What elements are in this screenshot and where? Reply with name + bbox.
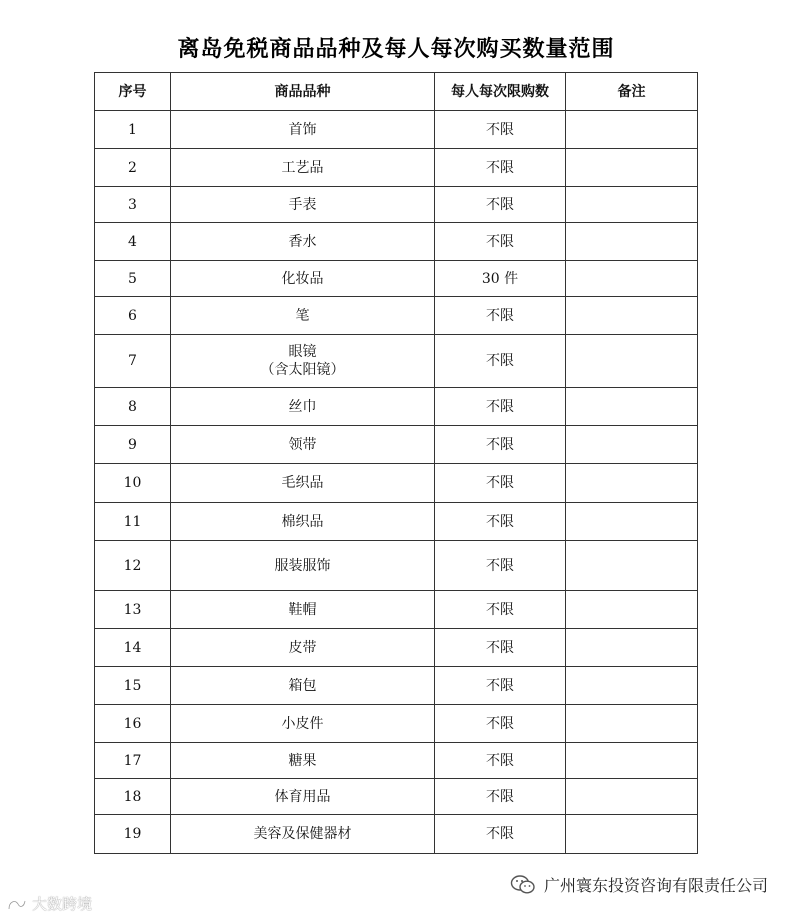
header-limit: 每人每次限购数 — [435, 73, 566, 111]
row-goods-name — [171, 335, 435, 388]
row-note — [566, 667, 698, 705]
header-no: 序号 — [95, 73, 171, 111]
row-note — [566, 743, 698, 779]
row-no: 7 — [95, 335, 171, 388]
row-goods-name — [171, 815, 435, 854]
row-limit: 不限 — [435, 629, 566, 667]
row-limit: 不限 — [435, 223, 566, 261]
goods-name-line: 小皮件 — [281, 715, 324, 732]
goods-name-line: 领带 — [288, 436, 317, 453]
row-limit: 不限 — [435, 743, 566, 779]
goods-table — [94, 72, 698, 854]
goods-name-line: 笔 — [295, 307, 310, 324]
table-row — [95, 541, 698, 591]
table-row — [95, 149, 698, 187]
row-note — [566, 149, 698, 187]
row-note — [566, 297, 698, 335]
row-goods-name — [171, 388, 435, 426]
row-limit: 不限 — [435, 149, 566, 187]
row-no: 8 — [95, 388, 171, 426]
goods-name-line: 体育用品 — [274, 788, 331, 805]
row-limit: 不限 — [435, 297, 566, 335]
row-limit: 不限 — [435, 779, 566, 815]
row-goods-name — [171, 261, 435, 297]
row-limit: 不限 — [435, 388, 566, 426]
row-note — [566, 815, 698, 854]
row-note — [566, 187, 698, 223]
table-row — [95, 388, 698, 426]
table-row — [95, 705, 698, 743]
goods-name-line: 丝巾 — [288, 398, 317, 415]
row-limit: 不限 — [435, 464, 566, 503]
row-note — [566, 541, 698, 591]
row-goods-name — [171, 743, 435, 779]
table-row — [95, 223, 698, 261]
row-note — [566, 261, 698, 297]
row-no: 15 — [95, 667, 171, 705]
row-note — [566, 388, 698, 426]
row-goods-name — [171, 426, 435, 464]
table-header-row — [95, 73, 698, 111]
table-row — [95, 187, 698, 223]
row-no: 1 — [95, 111, 171, 149]
table-row — [95, 779, 698, 815]
row-note — [566, 779, 698, 815]
row-limit: 不限 — [435, 187, 566, 223]
goods-name-line: 箱包 — [288, 677, 317, 694]
row-note — [566, 111, 698, 149]
table-row — [95, 667, 698, 705]
row-note — [566, 591, 698, 629]
row-note — [566, 629, 698, 667]
row-limit: 不限 — [435, 111, 566, 149]
row-goods-name — [171, 779, 435, 815]
table-row — [95, 815, 698, 854]
row-goods-name — [171, 297, 435, 335]
row-goods-name — [171, 629, 435, 667]
document-title: 离岛免税商品品种及每人每次购买数量范围 — [177, 37, 615, 62]
row-note — [566, 335, 698, 388]
row-limit: 30 件 — [435, 261, 566, 297]
watermark-left — [6, 893, 92, 914]
table-row — [95, 335, 698, 388]
goods-name-line: （含太阳镜） — [260, 362, 345, 378]
row-no: 4 — [95, 223, 171, 261]
watermark-left-text: 大数跨境 — [32, 895, 93, 913]
goods-name-line: 美容及保健器材 — [253, 826, 352, 842]
row-no: 16 — [95, 705, 171, 743]
goods-name-line: 首饰 — [288, 121, 317, 138]
row-no: 5 — [95, 261, 171, 297]
watermark-right — [510, 873, 768, 896]
wechat-icon — [510, 874, 536, 896]
row-goods-name — [171, 187, 435, 223]
row-goods-name — [171, 667, 435, 705]
row-limit: 不限 — [435, 815, 566, 854]
row-limit: 不限 — [435, 705, 566, 743]
row-no: 2 — [95, 149, 171, 187]
table-row — [95, 261, 698, 297]
row-no: 13 — [95, 591, 171, 629]
table-row — [95, 503, 698, 541]
row-goods-name — [171, 223, 435, 261]
goods-name-line: 化妆品 — [281, 270, 324, 287]
table-row — [95, 743, 698, 779]
goods-name-line: 服装服饰 — [274, 557, 331, 574]
table-row — [95, 629, 698, 667]
row-no: 14 — [95, 629, 171, 667]
row-goods-name — [171, 591, 435, 629]
table-row — [95, 426, 698, 464]
row-goods-name — [171, 464, 435, 503]
row-no: 18 — [95, 779, 171, 815]
row-note — [566, 503, 698, 541]
row-limit: 不限 — [435, 426, 566, 464]
row-limit: 不限 — [435, 667, 566, 705]
row-limit: 不限 — [435, 335, 566, 388]
table-row — [95, 591, 698, 629]
row-note — [566, 223, 698, 261]
row-goods-name — [171, 111, 435, 149]
goods-name-line: 糖果 — [288, 752, 317, 769]
goods-name-line: 皮带 — [288, 639, 317, 656]
table-body — [95, 111, 698, 854]
table-row — [95, 111, 698, 149]
row-no: 19 — [95, 815, 171, 854]
row-no: 17 — [95, 743, 171, 779]
row-note — [566, 705, 698, 743]
row-no: 12 — [95, 541, 171, 591]
goods-name-line: 鞋帽 — [288, 601, 317, 618]
row-goods-name — [171, 541, 435, 591]
row-no: 9 — [95, 426, 171, 464]
brand-logo-icon — [6, 896, 28, 912]
goods-name-line: 香水 — [288, 233, 317, 250]
goods-name-line: 工艺品 — [281, 159, 324, 176]
row-limit: 不限 — [435, 503, 566, 541]
row-no: 6 — [95, 297, 171, 335]
row-goods-name — [171, 503, 435, 541]
goods-name-line: 眼镜 — [288, 344, 317, 360]
goods-name-line: 棉织品 — [281, 513, 324, 530]
row-no: 10 — [95, 464, 171, 503]
row-no: 3 — [95, 187, 171, 223]
goods-name-line: 手表 — [288, 196, 317, 213]
goods-name-line: 毛织品 — [281, 475, 324, 491]
row-limit: 不限 — [435, 591, 566, 629]
row-note — [566, 426, 698, 464]
row-limit: 不限 — [435, 541, 566, 591]
row-goods-name — [171, 149, 435, 187]
row-goods-name — [171, 705, 435, 743]
header-note: 备注 — [566, 73, 698, 111]
watermark-right-text: 广州寰东投资咨询有限责任公司 — [543, 876, 768, 895]
row-note — [566, 464, 698, 503]
table-row — [95, 464, 698, 503]
row-no: 11 — [95, 503, 171, 541]
header-name: 商品品种 — [171, 73, 435, 111]
table-row — [95, 297, 698, 335]
